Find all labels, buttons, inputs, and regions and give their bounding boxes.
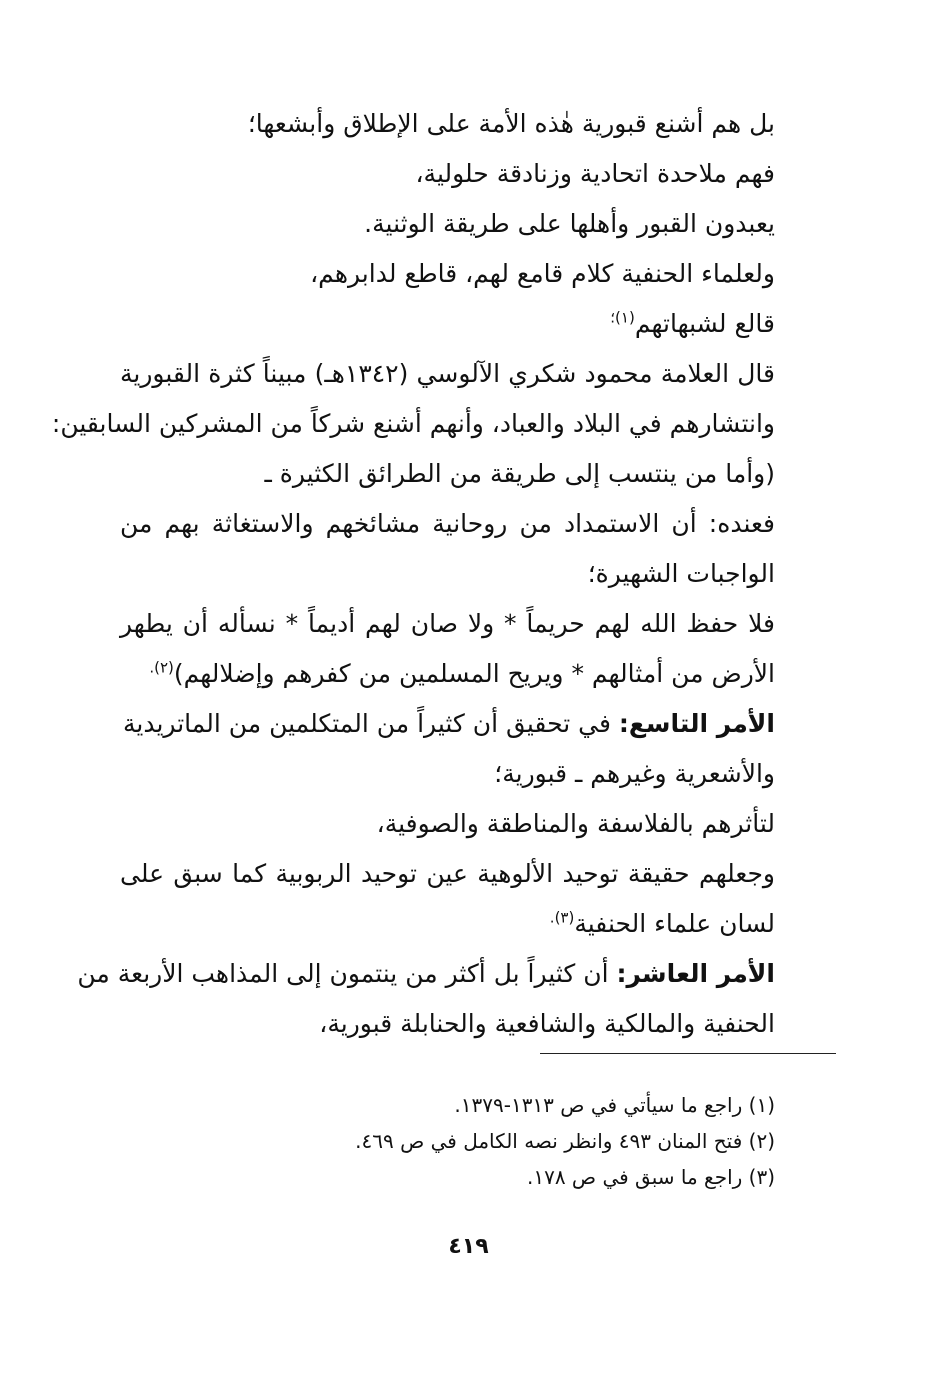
text-line-with-ref xyxy=(120,302,775,346)
footnote-ref-1: (١)؛ xyxy=(610,308,635,327)
text-line: وانتشارهم في البلاد والعباد، وأنهم أشنع شركاً من المشركين السابقين: xyxy=(51,409,775,438)
text-line-with-ref xyxy=(120,652,775,696)
footnote-ref-3: (٣). xyxy=(549,908,575,927)
section-heading-ninth: الأمر التاسع: xyxy=(618,709,775,738)
footnote-3: (٣) راجع ما سبق في ص ١٧٨. xyxy=(526,1165,775,1189)
text-line: قالع لشبهاتهم xyxy=(634,309,775,338)
text-line: قال العلامة محمود شكري الآلوسي (١٣٤٢هـ) مبيناً كثرة القبورية xyxy=(120,359,775,388)
footnote-ref-2: (٢). xyxy=(149,658,174,677)
text-line: أن كثيراً بل أكثر من ينتمون إلى المذاهب الأربعة من xyxy=(77,959,609,988)
text-line: لتأثرهم بالفلاسفة والمناطقة والصوفية، xyxy=(376,809,775,838)
page-number: ٤١٩ xyxy=(448,1234,489,1259)
text-line: (وأما من ينتسب إلى طريقة من الطرائق الكثيرة ـ xyxy=(264,459,775,488)
section-line-tenth xyxy=(77,952,775,996)
text-line: فلا حفظ الله لهم حريماً * ولا صان لهم أديماً * نسأله أن يطهر xyxy=(120,609,775,638)
text-line: فهم ملاحدة اتحادية وزنادقة حلولية، xyxy=(415,159,775,188)
text-line: الأرض من أمثالهم * ويريح المسلمين من كفرهم وإضلالهم) xyxy=(173,659,775,688)
text-line: فعنده: أن الاستمداد من روحانية مشائخهم والاستغاثة بهم من xyxy=(120,509,775,538)
text-line: وجعلهم حقيقة توحيد الألوهية عين توحيد الربوبية كما سبق على xyxy=(120,859,775,888)
text-line: بل هم أشنع قبورية هٰذه الأمة على الإطلاق وأبشعها؛ xyxy=(247,109,775,138)
text-line: ولعلماء الحنفية كلام قامع لهم، قاطع لدابرهم، xyxy=(310,259,775,288)
footnote-2: (٢) فتح المنان ٤٩٣ وانظر نصه الكامل في ص ٤٦٩. xyxy=(355,1129,775,1153)
text-line: والأشعرية وغيرهم ـ قبورية؛ xyxy=(494,759,775,788)
section-heading-tenth: الأمر العاشر: xyxy=(616,959,775,988)
footnote-1: (١) راجع ما سيأتي في ص ١٣١٣-١٣٧٩. xyxy=(454,1093,775,1117)
section-line-ninth xyxy=(120,702,775,746)
text-line: الحنفية والمالكية والشافعية والحنابلة قبورية، xyxy=(319,1009,775,1038)
text-line: لسان علماء الحنفية xyxy=(574,909,775,938)
footnote-separator xyxy=(540,1053,836,1054)
text-line: في تحقيق أن كثيراً من المتكلمين من الماتريدية xyxy=(122,709,611,738)
text-line: يعبدون القبور وأهلها على طريقة الوثنية. xyxy=(364,209,775,238)
text-line: الواجبات الشهيرة؛ xyxy=(587,559,775,588)
text-line-with-ref xyxy=(120,902,775,946)
